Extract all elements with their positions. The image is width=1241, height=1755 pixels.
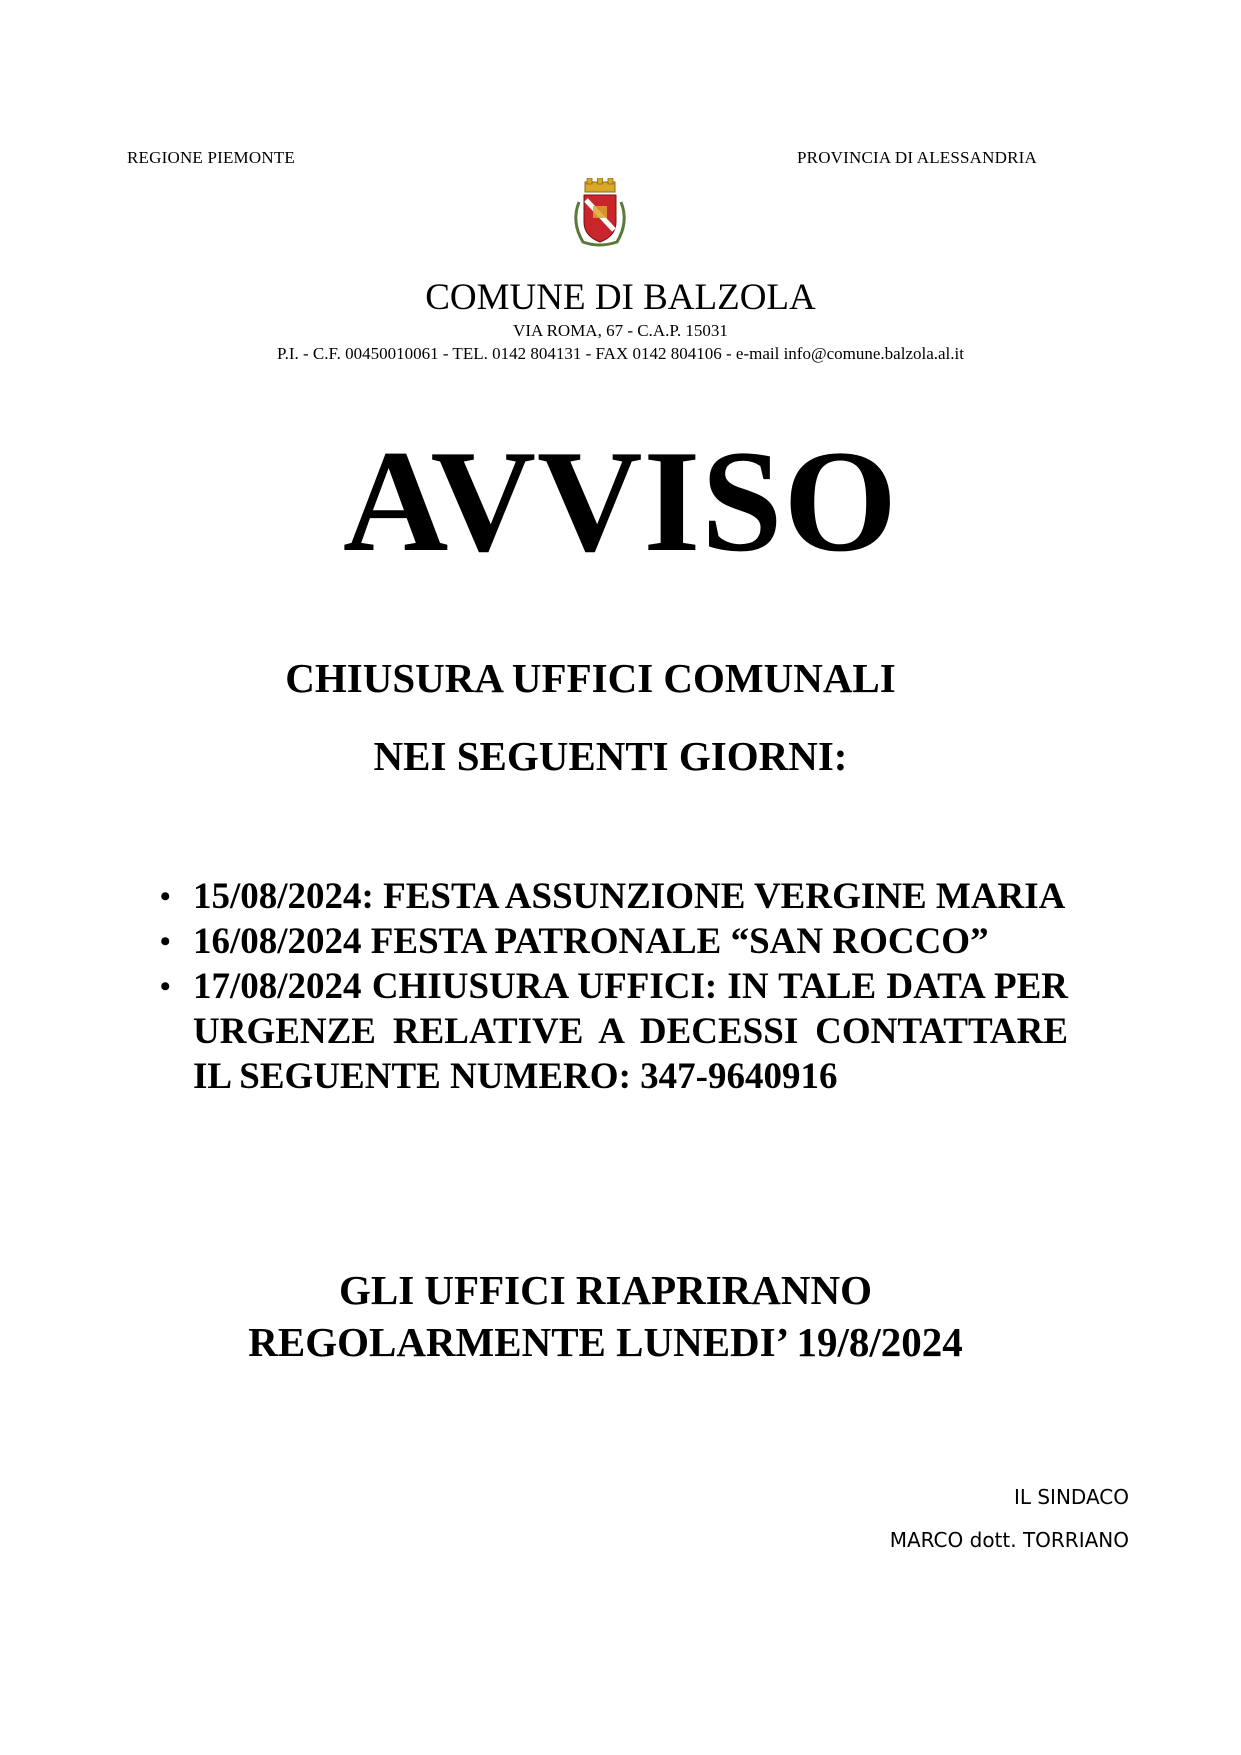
notice-subtitle-line1: CHIUSURA UFFICI COMUNALI <box>285 655 896 701</box>
comune-name: COMUNE DI BALZOLA <box>425 277 816 318</box>
comune-contacts: P.I. - C.F. 00450010061 - TEL. 0142 804131 - FAX 0142 804106 - e-mail info@comune.balzola.al.it <box>277 344 964 363</box>
reopen-line2: REGOLARMENTE LUNEDI’ 19/8/2024 <box>248 1319 963 1365</box>
reopen-line1: GLI UFFICI RIAPRIRANNO <box>338 1267 873 1313</box>
comune-address: VIA ROMA, 67 - C.A.P. 15031 <box>513 321 728 340</box>
notice-subtitle-line2: NEI SEGUENTI GIORNI: <box>373 733 848 779</box>
region-label: REGIONE PIEMONTE <box>127 148 295 167</box>
list-item: • 16/08/2024 FESTA PATRONALE “SAN ROCCO” <box>160 919 1068 964</box>
province-label: PROVINCIA DI ALESSANDRIA <box>797 148 1037 167</box>
notice-title: AVVISO <box>342 420 899 582</box>
list-item: • 15/08/2024: FESTA ASSUNZIONE VERGINE MARIA <box>160 874 1068 919</box>
closure-list <box>160 874 1068 1099</box>
signature-role: IL SINDACO <box>1013 1485 1129 1509</box>
coat-of-arms-icon <box>569 178 631 250</box>
list-item: • 17/08/2024 CHIUSURA UFFICI: IN TALE DATA PER URGENZE RELATIVE A DECESSI CONTATTARE IL SEGUENTE NUMERO: 347-9640916 <box>160 964 1068 1099</box>
signature-name: MARCO dott. TORRIANO <box>889 1528 1129 1552</box>
